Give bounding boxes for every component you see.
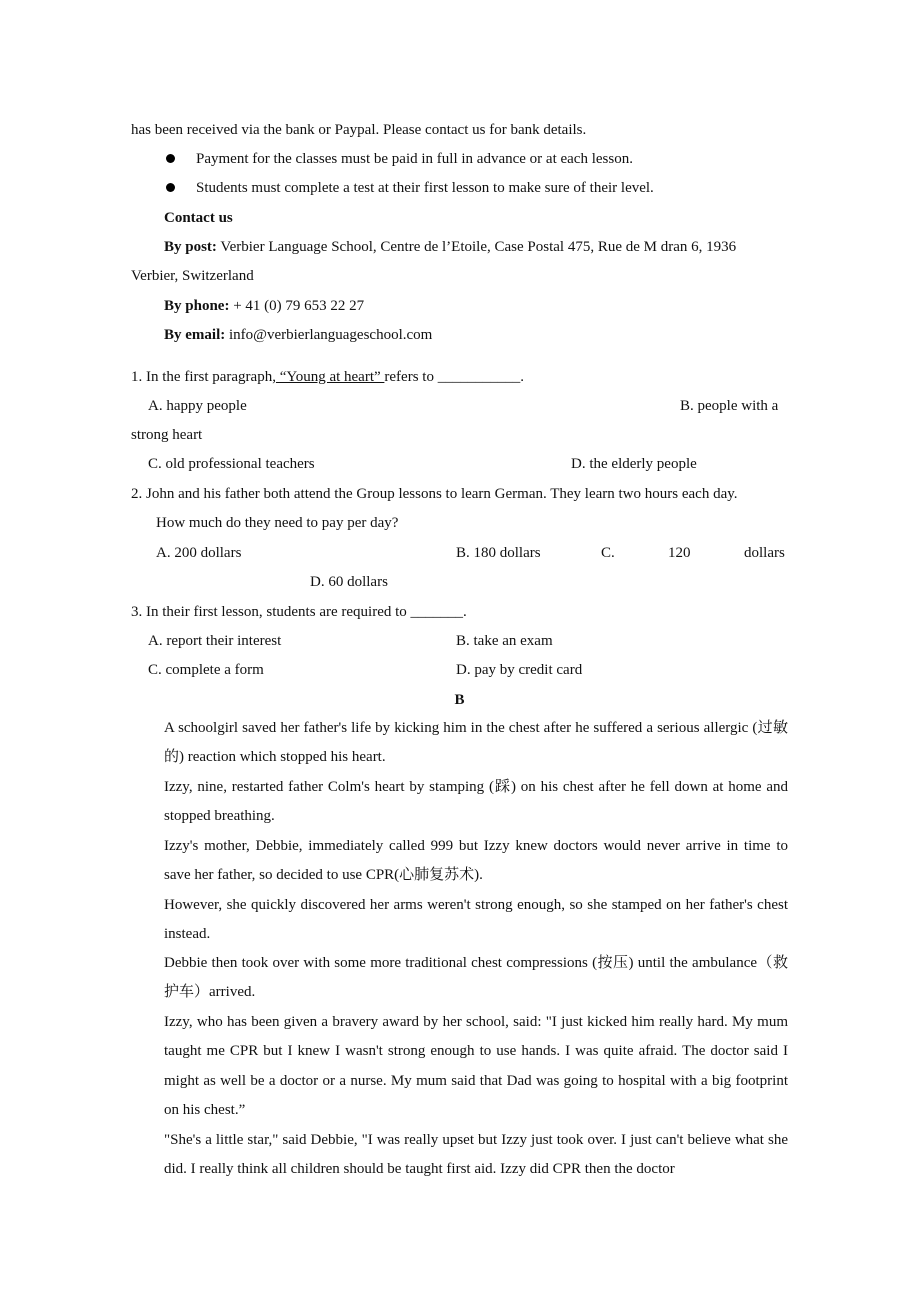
bullet-dot-icon xyxy=(166,183,175,192)
bullet-dot-icon xyxy=(166,154,175,163)
intro-tail: has been received via the bank or Paypal. Please contact us for bank details. xyxy=(131,122,587,138)
paragraph-text: Izzy, nine, restarted father Colm's heart by stamping (踩) on his chest after he fell down at home and stopped breathing. xyxy=(164,779,788,825)
q3-option-c: C. complete a form xyxy=(148,662,264,678)
q2-option-c-letter: C. xyxy=(601,545,615,561)
paragraph xyxy=(131,1126,788,1185)
contact-heading: Contact us xyxy=(164,210,233,226)
q2-option-a: A. 200 dollars xyxy=(156,545,242,561)
paragraph-text: Izzy's mother, Debbie, immediately called 999 but Izzy knew doctors would never arrive in time to save her father, so decided to use CPR(心肺复苏术). xyxy=(164,838,788,884)
paragraph-text: A schoolgirl saved her father's life by kicking him in the chest after he suffered a serious allergic (过敏的) reaction which stopped his heart. xyxy=(164,720,788,766)
paragraph xyxy=(131,949,788,1008)
paragraph xyxy=(131,1008,788,1126)
q1-option-a: A. happy people xyxy=(148,398,247,414)
q1-option-b: B. people with a xyxy=(680,398,779,414)
question-2-stem: 2. John and his father both attend the Group lessons to learn German. They learn two hours each day. xyxy=(131,486,738,502)
email-address: info@verbierlanguageschool.com xyxy=(229,327,433,343)
paragraph xyxy=(131,773,788,832)
phone-label: By phone: xyxy=(164,298,230,314)
email-label: By email: xyxy=(164,327,226,343)
q3-option-d: D. pay by credit card xyxy=(456,662,583,678)
paragraph-text: Izzy, who has been given a bravery award by her school, said: "I just kicked him really hard. My mum taught me CPR but I knew I wasn't strong enough to use hands. I was quite afraid. The doctor said I might as well be a doctor or a nurse. My mum said that Dad was going to hospital with a big footprint on his chest.” xyxy=(164,1014,788,1119)
q2-option-c-unit: dollars xyxy=(744,545,785,561)
phone-number: + 41 (0) 79 653 22 27 xyxy=(233,298,365,314)
q1-option-c: C. old professional teachers xyxy=(148,456,315,472)
post-address: Verbier Language School, Centre de l’Etoile, Case Postal 475, Rue de M dran 6, 1936 xyxy=(220,239,737,255)
q1-option-b-cont: strong heart xyxy=(131,427,203,443)
bullet-item: Students must complete a test at their first lesson to make sure of their level. xyxy=(196,180,654,196)
section-b-title: B xyxy=(454,692,465,708)
paragraph xyxy=(131,714,788,773)
contact-post xyxy=(164,237,736,257)
question-2-stem-cont: How much do they need to pay per day? xyxy=(156,515,399,531)
question-1-stem xyxy=(131,367,524,387)
q3-option-a: A. report their interest xyxy=(148,633,282,649)
paragraph xyxy=(131,891,788,950)
q2-option-c-value: 120 xyxy=(668,545,691,561)
post-address-cont: Verbier, Switzerland xyxy=(131,268,254,284)
q1-stem-pre: 1. In the first paragraph, xyxy=(131,369,276,385)
paragraph xyxy=(131,832,788,891)
bullet-item: Payment for the classes must be paid in full in advance or at each lesson. xyxy=(196,151,633,167)
q3-option-b: B. take an exam xyxy=(456,633,553,649)
q2-option-d: D. 60 dollars xyxy=(310,574,388,590)
paragraph-text: However, she quickly discovered her arms weren't strong enough, so she stamped on her father's chest instead. xyxy=(164,897,788,943)
q1-option-d: D. the elderly people xyxy=(571,456,697,472)
q1-quote: “Young at heart” xyxy=(275,369,385,385)
q1-stem-post: refers to ___________. xyxy=(384,369,524,385)
post-label: By post: xyxy=(164,239,217,255)
contact-email xyxy=(164,325,432,345)
q2-option-b: B. 180 dollars xyxy=(456,545,541,561)
paragraph-text: "She's a little star," said Debbie, "I was really upset but Izzy just took over. I just can't believe what she did. I really think all children should be taught first aid. Izzy did CPR then the doctor xyxy=(164,1132,788,1178)
paragraph-text: Debbie then took over with some more traditional chest compressions (按压) until the ambulance（救护车）arrived. xyxy=(164,955,788,1001)
question-3-stem: 3. In their first lesson, students are required to _______. xyxy=(131,604,467,620)
contact-phone xyxy=(164,296,364,316)
